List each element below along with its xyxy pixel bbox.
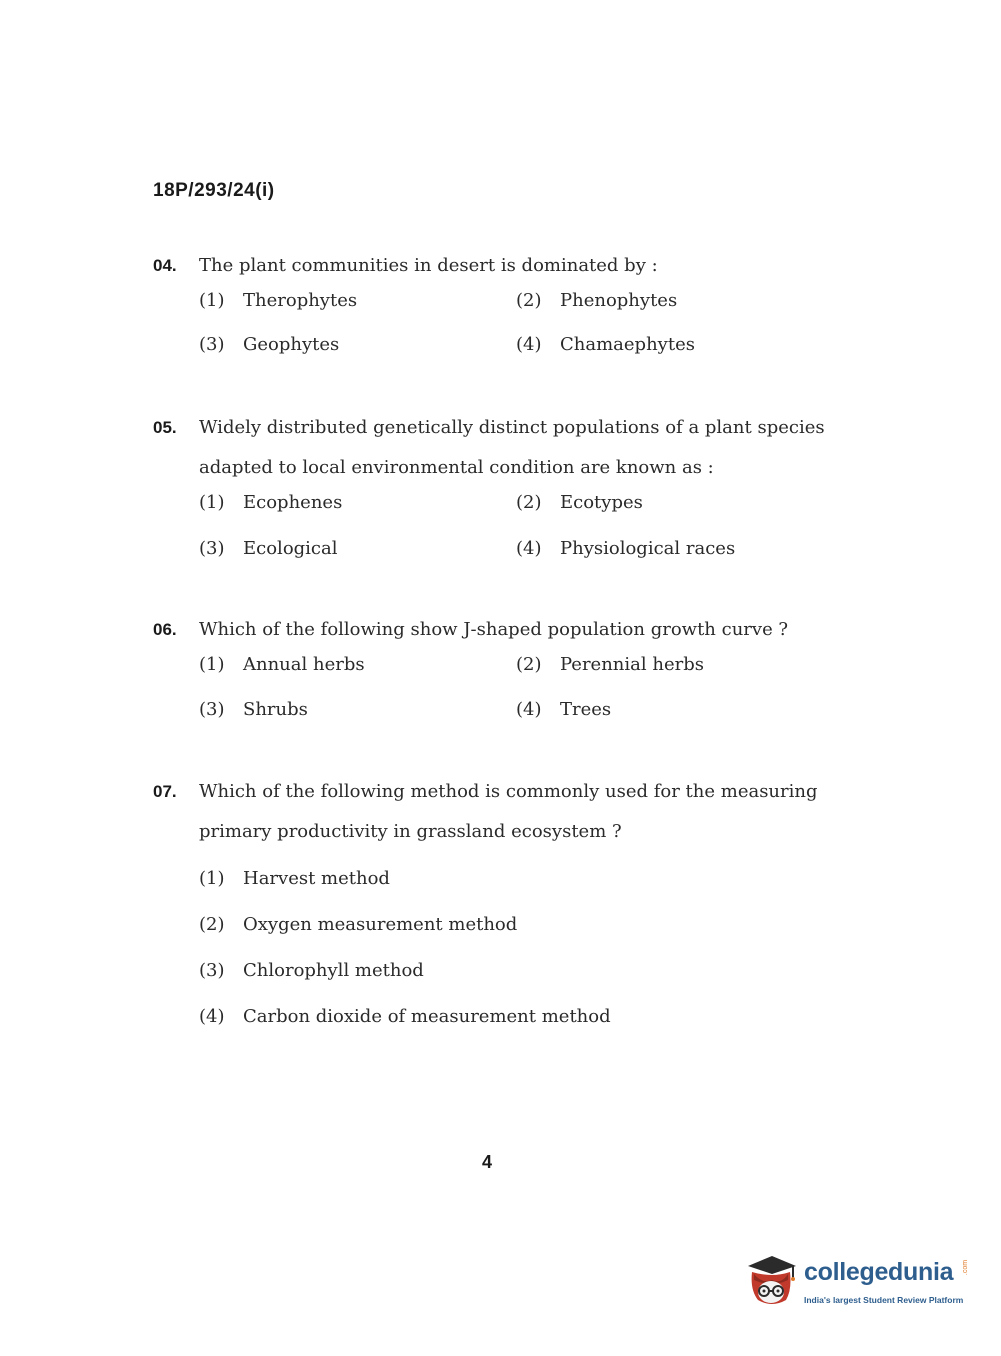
option-number: (1) bbox=[199, 290, 225, 311]
option-1 bbox=[199, 856, 853, 902]
option-number: (2) bbox=[516, 290, 542, 311]
option-number: (2) bbox=[516, 654, 542, 675]
option-text: Ecological bbox=[243, 538, 338, 559]
option-text: Ecophenes bbox=[243, 492, 343, 513]
option-3 bbox=[199, 948, 853, 994]
option-number: (4) bbox=[516, 699, 542, 720]
option-number: (3) bbox=[199, 699, 225, 720]
question-number: 05. bbox=[153, 418, 177, 437]
option-text: Shrubs bbox=[243, 699, 308, 720]
option-1 bbox=[199, 654, 365, 675]
option-number: (1) bbox=[199, 868, 225, 889]
option-1 bbox=[199, 492, 342, 513]
option-1 bbox=[199, 290, 357, 311]
option-4 bbox=[516, 699, 611, 720]
option-2 bbox=[516, 290, 677, 311]
question-text: Widely distributed genetically distinct populations of a plant species bbox=[199, 417, 825, 438]
logo-tagline: India's largest Student Review Platform bbox=[804, 1295, 964, 1305]
question-04 bbox=[153, 246, 853, 382]
option-4 bbox=[516, 538, 735, 559]
option-text: Chamaephytes bbox=[560, 334, 695, 355]
option-3 bbox=[199, 699, 308, 720]
question-text: Which of the following show J-shaped population growth curve ? bbox=[199, 619, 789, 640]
option-2 bbox=[516, 654, 704, 675]
option-text: Oxygen measurement method bbox=[243, 914, 518, 935]
option-number: (3) bbox=[199, 334, 225, 355]
option-number: (4) bbox=[199, 1006, 225, 1027]
option-number: (1) bbox=[199, 654, 225, 675]
option-4 bbox=[199, 994, 853, 1040]
student-mascot-icon bbox=[742, 1250, 800, 1308]
page-number: 4 bbox=[482, 1152, 493, 1172]
option-4 bbox=[516, 334, 695, 355]
option-number: (2) bbox=[199, 914, 225, 935]
options-grid bbox=[199, 654, 853, 746]
option-text: Harvest method bbox=[243, 868, 390, 889]
option-number: (4) bbox=[516, 334, 542, 355]
question-text-continued: primary productivity in grassland ecosystem ? bbox=[199, 821, 622, 842]
question-07 bbox=[153, 772, 853, 1040]
question-text-continued: adapted to local environmental condition are known as : bbox=[199, 457, 714, 478]
options-grid bbox=[199, 492, 853, 584]
option-number: (2) bbox=[516, 492, 542, 513]
question-06 bbox=[153, 610, 853, 746]
option-text: Therophytes bbox=[243, 290, 358, 311]
option-text: Physiological races bbox=[560, 538, 736, 559]
collegedunia-logo[interactable] bbox=[742, 1248, 972, 1318]
option-text: Chlorophyll method bbox=[243, 960, 424, 981]
question-number: 06. bbox=[153, 620, 177, 639]
option-number: (3) bbox=[199, 538, 225, 559]
logo-domain-suffix: .com bbox=[962, 1259, 970, 1276]
logo-wordmark: collegedunia bbox=[804, 1258, 954, 1286]
option-text: Annual herbs bbox=[243, 654, 365, 675]
paper-code: 18P/293/24(i) bbox=[153, 180, 275, 201]
option-2 bbox=[199, 902, 853, 948]
option-number: (3) bbox=[199, 960, 225, 981]
option-text: Carbon dioxide of measurement method bbox=[243, 1006, 611, 1027]
option-text: Geophytes bbox=[243, 334, 340, 355]
question-text: Which of the following method is commonly used for the measuring bbox=[199, 781, 818, 802]
option-number: (1) bbox=[199, 492, 225, 513]
question-05 bbox=[153, 408, 853, 584]
option-text: Phenophytes bbox=[560, 290, 678, 311]
option-number: (4) bbox=[516, 538, 542, 559]
question-number: 04. bbox=[153, 256, 177, 275]
option-3 bbox=[199, 334, 339, 355]
option-text: Perennial herbs bbox=[560, 654, 704, 675]
option-3 bbox=[199, 538, 338, 559]
option-text: Trees bbox=[560, 699, 612, 720]
question-number: 07. bbox=[153, 782, 177, 801]
options-list bbox=[199, 856, 853, 1040]
option-2 bbox=[516, 492, 643, 513]
question-text: The plant communities in desert is dominated by : bbox=[199, 255, 658, 276]
options-grid bbox=[199, 290, 853, 382]
option-text: Ecotypes bbox=[560, 492, 643, 513]
